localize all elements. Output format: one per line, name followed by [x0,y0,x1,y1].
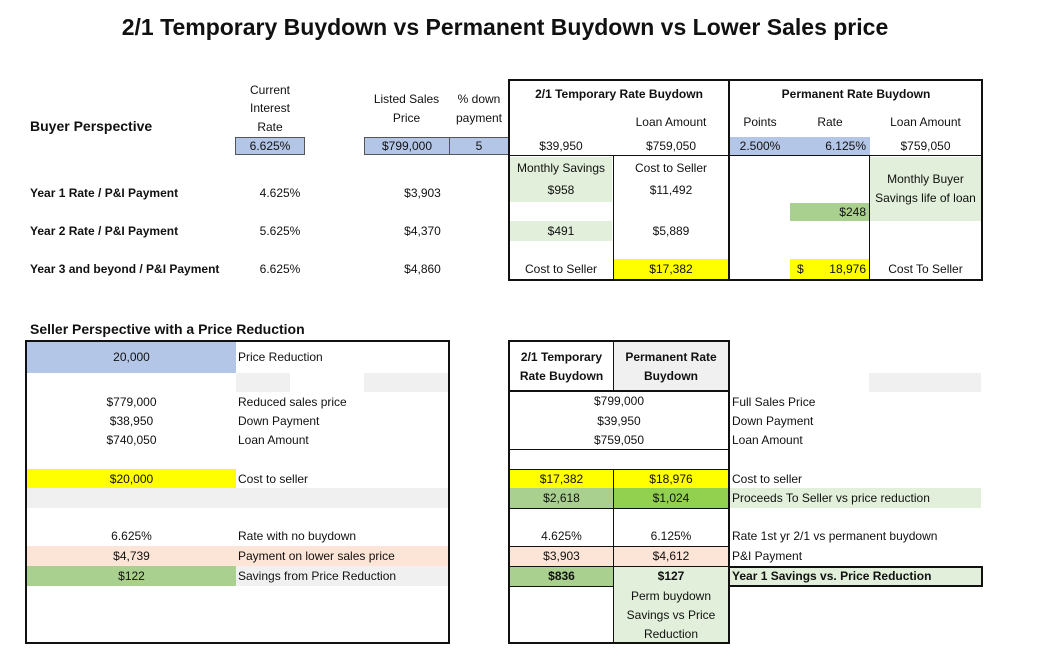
compare-right-edge [728,586,730,644]
perm-cost-value: 18,976 [829,262,866,276]
row-label-year3: Year 3 and beyond / P&I Payment [30,262,220,276]
seller-down-payment: $38,950 [109,414,154,428]
row-label-year2: Year 2 Rate / P&I Payment [30,224,179,238]
temp-y2-savings: $491 [547,224,575,238]
compare-savings-perm: $127 [657,569,685,583]
seller-reduced-price: $779,000 [106,395,157,409]
compare-payment-perm: $4,612 [652,549,690,563]
seller-cost-label: Cost to seller [238,472,309,486]
temp-cost-label: Cost to Seller [634,161,708,175]
temp-monthly-savings-label: Monthly Savings [516,161,606,175]
pct-down-value: 5 [475,139,483,153]
compare-line-payment [509,546,729,547]
hdr-listed-price-2: Price [392,111,421,125]
perm-points-label: Points [743,115,777,129]
compare-rate-temp: 4.625% [541,529,582,543]
compare-savings-label: Year 1 Savings vs. Price Reduction [732,569,932,583]
compare-hdr-perm-1: Permanent Rate [625,350,717,364]
compare-rate-perm: 6.125% [650,529,692,543]
seller-payment-label: Payment on lower sales price [238,549,395,563]
hdr-current-rate-2: Interest [249,101,291,115]
buyer-heading: Buyer Perspective [30,118,153,134]
hdr-pct-down-1: % down [457,92,501,106]
row-payment-year3: $4,860 [404,262,441,276]
seller-cost: $20,000 [109,472,154,486]
compare-line-savings-bottom [509,586,613,587]
compare-line-cost [509,469,729,470]
compare-line-savings [509,566,729,567]
compare-line-proceeds [509,508,729,509]
seller-savings: $122 [118,569,145,583]
seller-reduction: 20,000 [113,350,150,364]
page-title: 2/1 Temporary Buydown vs Permanent Buydown vs Lower Sales price [121,14,889,40]
hdr-listed-price-1: Listed Sales [373,92,440,106]
perm-cost-label: Cost To Seller [888,262,963,276]
listed-price-value: $799,000 [381,139,433,153]
row-payment-year1: $3,903 [404,186,441,200]
perm-loan-amount: $759,050 [900,139,951,153]
temp-y1-savings: $958 [547,183,575,197]
compare-cost-label: Cost to seller [732,472,803,486]
compare-gray-right [869,373,981,392]
seller-heading: Seller Perspective with a Price Reduction [30,321,305,337]
seller-loan-amount-label: Loan Amount [238,433,309,447]
compare-cost-perm: $18,976 [649,472,693,486]
compare-full-price-label: Full Sales Price [732,395,816,409]
hdr-current-rate-3: Rate [257,120,283,134]
compare-loan-amount: $759,050 [593,433,645,447]
compare-hdr-bottom [509,390,729,392]
perm-points: 2.500% [739,139,781,153]
seller-payment: $4,739 [113,549,150,563]
compare-perm-note-1: Perm buydown [630,589,712,603]
temp-loan-label: Loan Amount [635,115,707,129]
temp-y1-cost: $11,492 [649,183,693,197]
row-rate-year1: 4.625% [259,186,301,200]
temp-total-cost: $17,382 [649,262,693,276]
seller-box [25,340,450,644]
row-rate-year3: 6.625% [259,262,301,276]
compare-perm-note-2: Savings vs Price [626,608,716,622]
perm-note-2: Savings life of loan [875,191,976,205]
compare-perm-note-3: Reduction [643,627,699,641]
compare-line-loan [509,449,729,450]
perm-cost-dollar: $ [797,262,804,276]
current-rate-value: 6.625% [249,139,291,153]
seller-reduced-price-label: Reduced sales price [238,395,347,409]
hdr-current-rate-1: Current [249,83,290,97]
compare-proceeds-label: Proceeds To Seller vs price reduction [732,491,930,505]
compare-payment-label: P&I Payment [732,549,803,563]
hdr-pct-down-2: payment [455,111,503,125]
compare-payment-temp: $3,903 [543,549,580,563]
compare-full-price: $799,000 [593,394,645,408]
compare-proceeds-perm: $1,024 [652,491,690,505]
perm-note-1: Monthly Buyer [887,172,964,186]
compare-down-payment: $39,950 [597,414,641,428]
seller-savings-label: Savings from Price Reduction [238,569,397,583]
perm-title: Permanent Rate Buydown [781,87,931,101]
compare-down-payment-label: Down Payment [732,414,814,428]
compare-hdr-temp-1: 2/1 Temporary [520,350,603,364]
temp-loan-amount: $759,050 [645,139,697,153]
temp-y2-cost: $5,889 [652,224,690,238]
compare-hdr-temp-2: Rate Buydown [519,369,604,383]
seller-rate: 6.625% [111,529,152,543]
compare-cost-temp: $17,382 [539,472,584,486]
compare-savings-temp: $836 [548,569,575,583]
compare-rate-label: Rate 1st yr 2/1 vs permanent buydown [732,529,938,543]
seller-reduction-label: Price Reduction [238,350,323,364]
row-payment-year2: $4,370 [404,224,441,238]
perm-loan-label: Loan Amount [890,115,961,129]
hline-buydown-values [509,155,982,156]
compare-loan-amount-label: Loan Amount [732,433,803,447]
compare-hdr-perm-2: Buydown [644,369,698,383]
perm-rate-label: Rate [817,115,843,129]
seller-rate-label: Rate with no buydown [238,529,357,543]
temp-total-label: Cost to Seller [524,262,598,276]
row-rate-year2: 5.625% [259,224,301,238]
perm-rate: 6.125% [825,139,866,153]
temp-down-payment: $39,950 [539,139,583,153]
temp-title: 2/1 Temporary Rate Buydown [535,87,703,101]
seller-down-payment-label: Down Payment [238,414,320,428]
perm-monthly-savings: $248 [839,205,866,219]
compare-proceeds-temp: $2,618 [543,491,580,505]
vline-temp-perm [728,80,730,280]
seller-loan-amount: $740,050 [106,433,157,447]
row-label-year1: Year 1 Rate / P&I Payment [30,186,179,200]
